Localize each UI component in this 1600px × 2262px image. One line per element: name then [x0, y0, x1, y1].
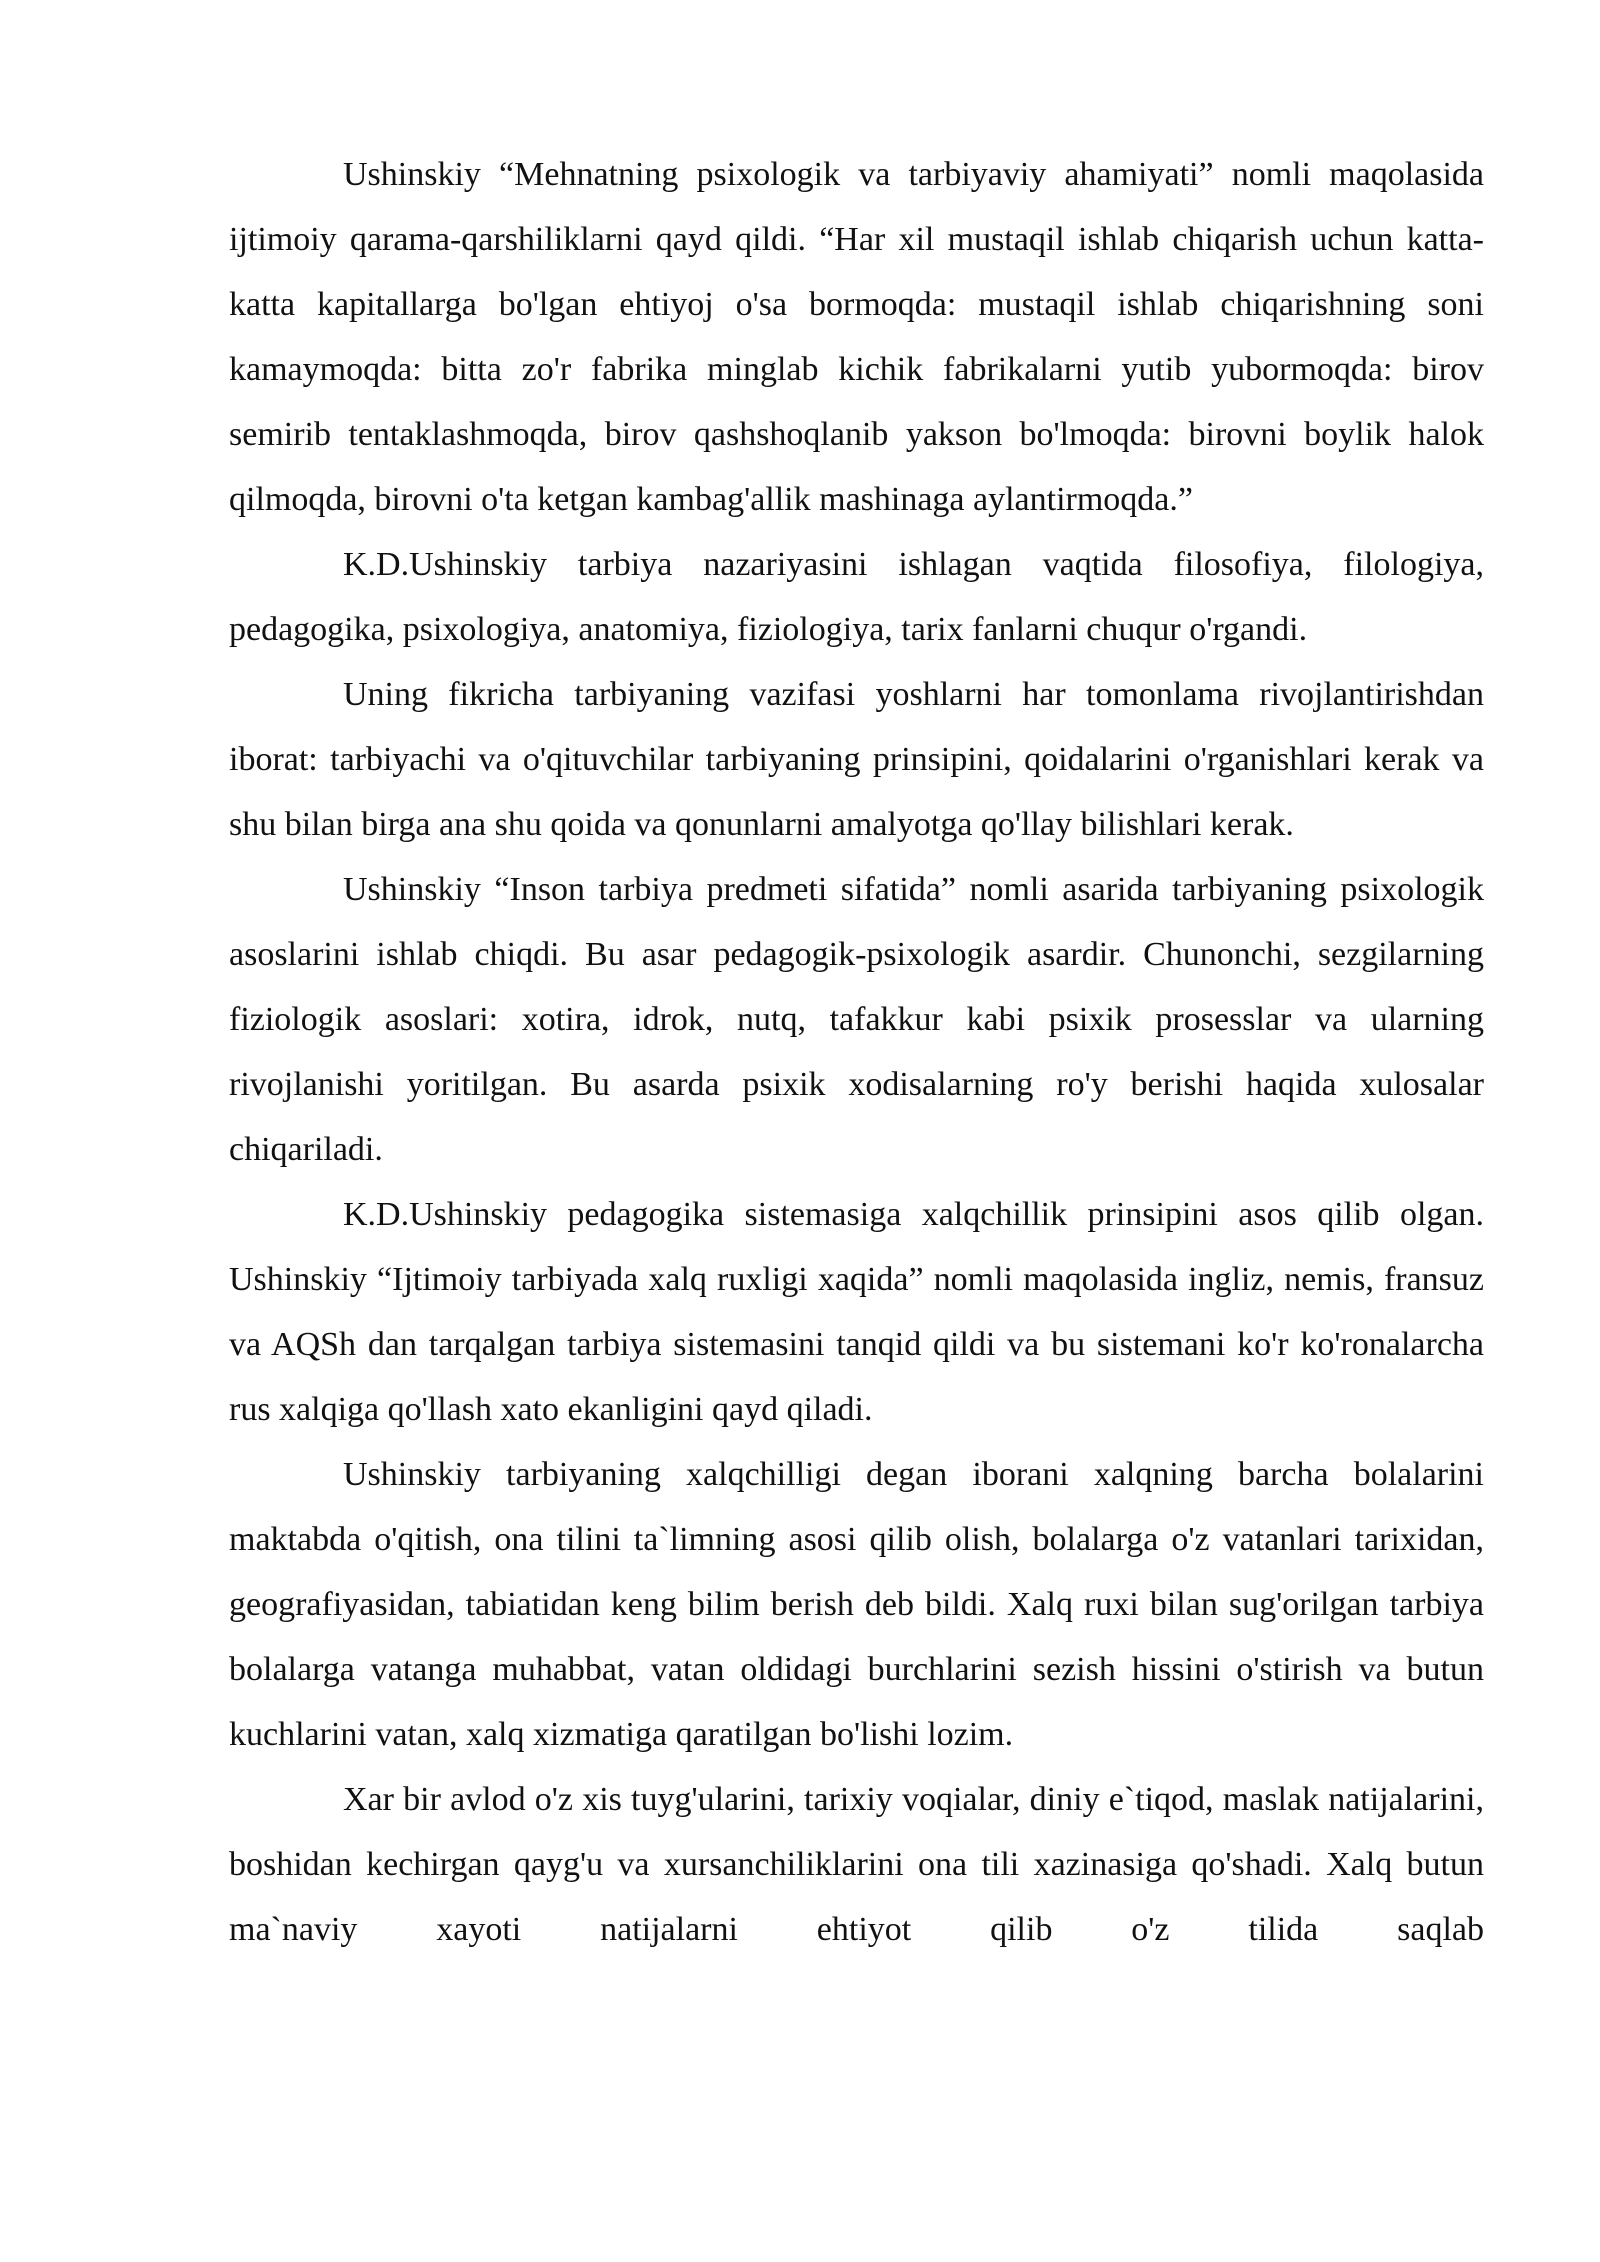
- paragraph-2: K.D.Ushinskiy tarbiya nazariyasini ishlagan vaqtida filosofiya, filologiya, pedagogika, psixologiya, anatomiya, fiziologiya, tarix fanlarni chuqur o'rgandi.: [229, 546, 1484, 648]
- document-page: [229, 142, 1484, 1962]
- paragraph-7: Xar bir avlod o'z xis tuyg'ularini, tarixiy voqialar, diniy e`tiqod, maslak natijalarini, boshidan kechirgan qayg'u va xursanchiliklarini ona tili xazinasiga qo'shadi. Xalq butun ma`naviy xayoti natijalarni ehtiyot qilib o'z tilida saqlab: [229, 1781, 1484, 1948]
- paragraph-3: Uning fikricha tarbiyaning vazifasi yoshlarni har tomonlama rivojlantirishdan iborat: tarbiyachi va o'qituvchilar tarbiyaning prinsipini, qoidalarini o'rganishlari kerak va shu bilan birga ana shu qoida va qonunlarni amalyotga qo'llay bilishlari kerak.: [229, 676, 1484, 843]
- paragraph-6: Ushinskiy tarbiyaning xalqchilligi degan iborani xalqning barcha bolalarini maktabda o'qitish, ona tilini ta`limning asosi qilib olish, bolalarga o'z vatanlari tarixidan, geografiyasidan, tabiatidan keng bilim berish deb bildi. Xalq ruxi bilan sug'orilgan tarbiya bolalarga vatanga muhabbat, vatan oldidagi burchlarini sezish hissini o'stirish va butun kuchlarini vatan, xalq xizmatiga qaratilgan bo'lishi lozim.: [229, 1456, 1484, 1753]
- paragraph-5: K.D.Ushinskiy pedagogika sistemasiga xalqchillik prinsipini asos qilib olgan. Ushinskiy “Ijtimoiy tarbiyada xalq ruxligi xaqida” nomli maqolasida ingliz, nemis, fransuz va AQSh dan tarqalgan tarbiya sistemasini tanqid qildi va bu sistemani ko'r ko'ronalarcha rus xalqiga qo'llash xato ekanligini qayd qiladi.: [229, 1196, 1484, 1428]
- paragraph-4: Ushinskiy “Inson tarbiya predmeti sifatida” nomli asarida tarbiyaning psixologik asoslarini ishlab chiqdi. Bu asar pedagogik-psixologik asardir. Chunonchi, sezgilarning fiziologik asoslari: xotira, idrok, nutq, tafakkur kabi psixik prosesslar va ularning rivojlanishi yoritilgan. Bu asarda psixik xodisalarning ro'y berishi haqida xulosalar chiqariladi.: [229, 871, 1484, 1168]
- paragraph-1: Ushinskiy “Mehnatning psixologik va tarbiyaviy ahamiyati” nomli maqolasida ijtimoiy qarama-qarshiliklarni qayd qildi. “Har xil mustaqil ishlab chiqarish uchun katta-katta kapitallarga bo'lgan ehtiyoj o'sa bormoqda: mustaqil ishlab chiqarishning soni kamaymoqda: bitta zo'r fabrika minglab kichik fabrikalarni yutib yubormoqda: birov semirib tentaklashmoqda, birov qashshoqlanib yakson bo'lmoqda: birovni boylik halok qilmoqda, birovni o'ta ketgan kambag'allik mashinaga aylantirmoqda.”: [229, 156, 1484, 518]
